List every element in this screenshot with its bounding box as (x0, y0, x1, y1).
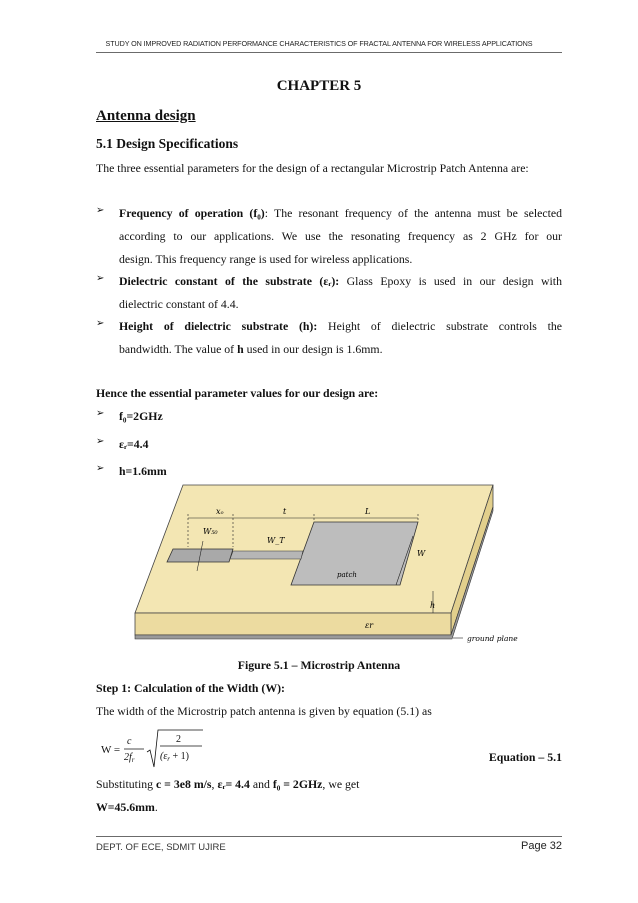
arrow-bullet-icon: ➢ (96, 318, 105, 329)
label-xo: xₒ (216, 507, 224, 516)
label-W: W (417, 549, 426, 558)
running-header: STUDY ON IMPROVED RADIATION PERFORMANCE CHARACTERISTICS OF FRACTAL ANTENNA FOR WIRELESS APPLICATIONS (105, 39, 533, 48)
svg-text:2: 2 (176, 734, 181, 745)
page-title: Antenna design (96, 108, 196, 124)
arrow-bullet-icon: ➢ (96, 436, 105, 447)
label-ground-plane: ground plane (467, 634, 518, 643)
svg-text:c: c (127, 736, 132, 747)
svg-text:(εr + 1): $(\varepsilon_r + 1)$ (160, 751, 189, 763)
param-height-line2: bandwidth. The value of h used in our design is 1.6mm. (119, 342, 383, 356)
summary-heading: Hence the essential parameter values for our design are: (96, 386, 379, 400)
param-height: Height of dielectric substrate (h): Height of dielectric substrate controls the (119, 319, 562, 333)
param-frequency-line3: design. This frequency range is used for wireless applications. (119, 252, 413, 266)
width-equation (100, 726, 210, 774)
label-er: εr (365, 621, 374, 630)
arrow-bullet-icon: ➢ (96, 408, 105, 419)
arrow-bullet-icon: ➢ (96, 463, 105, 474)
label-L: L (365, 507, 371, 516)
header-rule (96, 52, 562, 53)
label-t: t (283, 507, 287, 516)
label-WT: W_T (267, 536, 285, 545)
value-height: h=1.6mm (119, 464, 167, 478)
param-frequency-line2: according to our applications. We use the resonating frequency as 2 GHz for our (119, 229, 562, 243)
microstrip-antenna-figure (133, 481, 543, 651)
arrow-bullet-icon: ➢ (96, 205, 105, 216)
figure-caption: Figure 5.1 – Microstrip Antenna (237, 658, 401, 672)
value-frequency: f₀=2GHz (119, 409, 163, 423)
page-number: Page 32 (521, 840, 562, 852)
arrow-bullet-icon: ➢ (96, 273, 105, 284)
step1-heading: Step 1: Calculation of the Width (W): (96, 681, 285, 695)
value-dielectric: εᵣ=4.4 (119, 437, 149, 451)
substitution-text: Substituting c = 3e8 m/s, εᵣ= 4.4 and f₀ = 2GHz, we get (96, 777, 360, 791)
substrate-front-face (135, 613, 451, 635)
svg-text:W =: W = (101, 744, 121, 756)
svg-text:2fr: $2f_r$ (124, 752, 135, 764)
label-patch: patch (337, 571, 357, 579)
label-W50: W₅₀ (203, 527, 218, 536)
param-dielectric-line2: dielectric constant of 4.4. (119, 297, 239, 311)
label-h: h (430, 601, 436, 610)
section-heading: 5.1 Design Specifications (96, 136, 239, 151)
chapter-heading: CHAPTER 5 (276, 78, 362, 94)
param-dielectric: Dielectric constant of the substrate (εᵣ): Glass Epoxy is used in our design with (119, 274, 562, 288)
result-width: W=45.6mm. (96, 800, 158, 814)
intro-paragraph: The three essential parameters for the design of a rectangular Microstrip Patch Antenna are: (96, 161, 529, 175)
footer-department: DEPT. OF ECE, SDMIT UJIRE (96, 842, 226, 853)
quarter-wave-transformer (230, 551, 303, 559)
step1-text: The width of the Microstrip patch antenna is given by equation (5.1) as (96, 704, 432, 718)
footer-rule (96, 836, 562, 837)
equation-label: Equation – 5.1 (488, 750, 562, 764)
param-frequency: Frequency of operation (f₀): The resonant frequency of the antenna must be selected (119, 206, 562, 220)
